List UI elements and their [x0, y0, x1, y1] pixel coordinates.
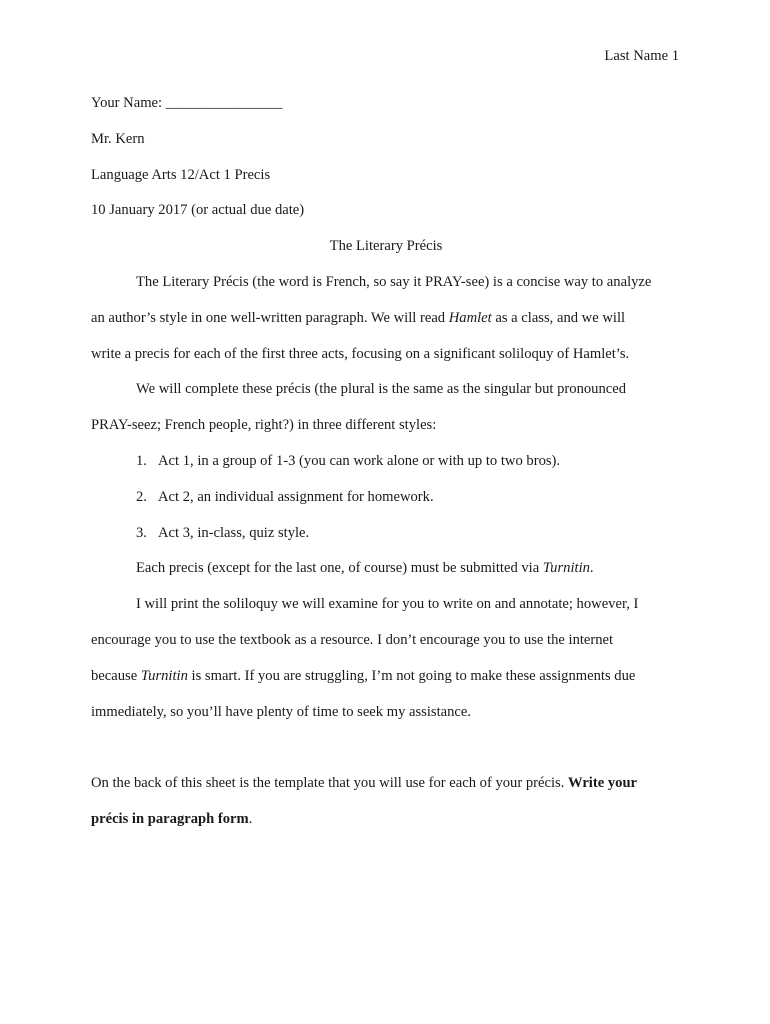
submission-paragraph: Each precis (except for the last one, of course) must be submitted via Turnitin.: [136, 560, 594, 577]
list-item: 3. Act 3, in-class, quiz style.: [136, 524, 310, 541]
date-line: 10 January 2017 (or actual due date): [91, 202, 305, 219]
resources-paragraph: I will print the soliloquy we will examine for you to write on and annotate; however, I encourage you to use the textbook as a resource. I don’t encourage you to use the internet because Turnitin is smart. If you are struggling, I’m not going to make these assignments due immediately, so you’ll have plenty of time to seek my assistance.: [91, 596, 639, 720]
styles-list: [91, 444, 681, 551]
turnitin-name: Turnitin: [140, 667, 188, 684]
blank-line: [91, 730, 681, 766]
list-item: 2. Act 2, an individual assignment for homework.: [136, 488, 434, 505]
document-body: [91, 86, 681, 838]
course-line: Language Arts 12/Act 1 Precis: [91, 166, 271, 183]
template-paragraph: On the back of this sheet is the template that you will use for each of your précis. Write your précis in paragraph form.: [91, 775, 638, 827]
running-head: Last Name 1: [604, 48, 679, 64]
intro-paragraph: The Literary Précis (the word is French, so say it PRAY-see) is a concise way to analyze an author’s style in one well-written paragraph. We will read Hamlet as a class, and we will write a precis for each of the first three acts, focusing on a significant soliloquy of Hamlet’s.: [91, 273, 652, 362]
teacher-line: Mr. Kern: [91, 130, 145, 147]
styles-paragraph: We will complete these précis (the plural is the same as the singular but pronounced PRAY-seez; French people, right?) in three different styles:: [91, 381, 627, 434]
document-title: The Literary Précis: [329, 238, 443, 255]
name-line: Your Name: ________________: [91, 95, 283, 111]
hamlet-title: Hamlet: [448, 309, 492, 326]
list-item: 1. Act 1, in a group of 1-3 (you can work alone or with up to two bros).: [136, 452, 561, 469]
turnitin-name: Turnitin: [542, 560, 590, 577]
